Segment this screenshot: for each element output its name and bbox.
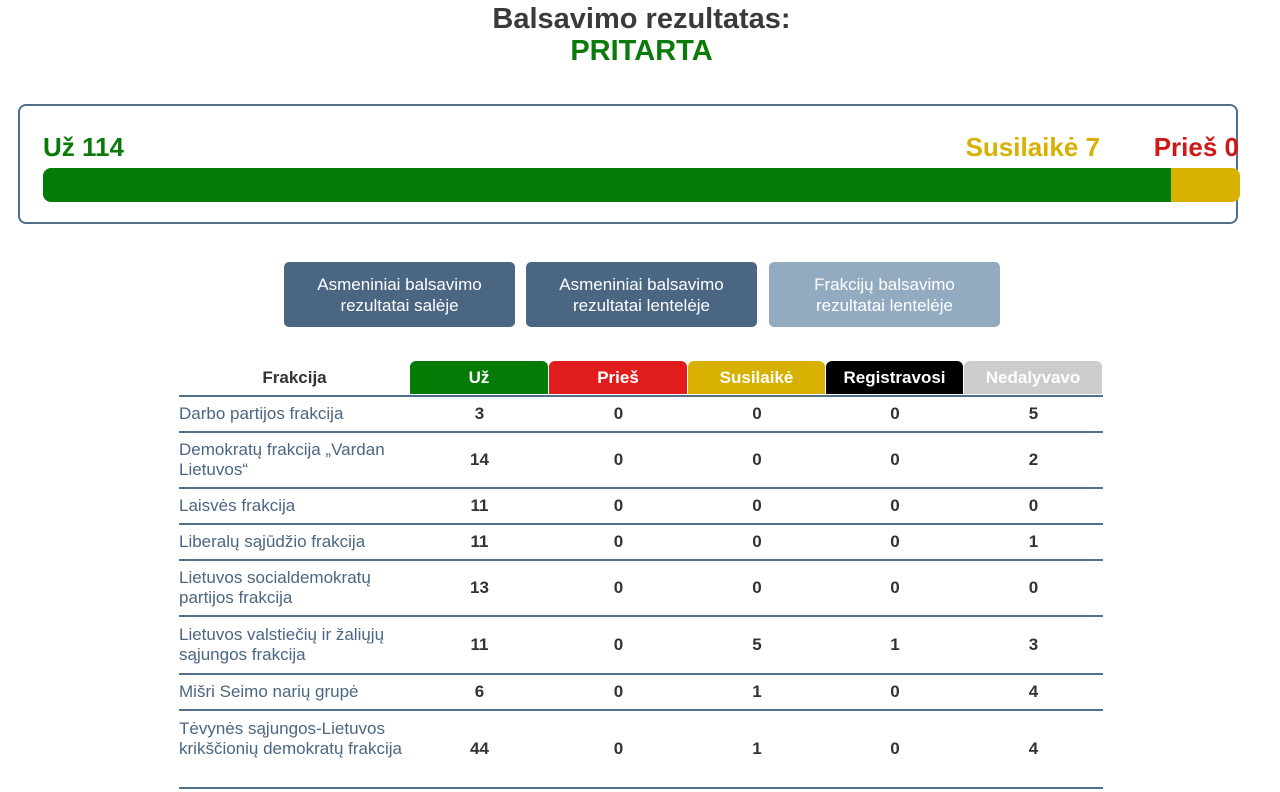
value-uz: 11 <box>470 496 489 515</box>
col-nedalyvavo-header: Nedalyvavo <box>964 361 1102 394</box>
abstain-bar-segment <box>1171 168 1240 202</box>
table-row <box>179 675 1103 711</box>
faction-name: Lietuvos valstiečių ir žaliųjų sąjungos frakcija <box>179 625 385 664</box>
value-nedalyvavo: 4 <box>1028 739 1039 758</box>
table-row <box>179 397 1103 433</box>
faction-name: Tėvynės sąjungos-Lietuvos krikščionių demokratų frakcija <box>179 719 402 758</box>
table-row <box>179 617 1103 675</box>
value-pries: 0 <box>613 578 624 597</box>
value-susilaike: 0 <box>752 578 762 597</box>
tab-faction-results-table[interactable]: Frakcijų balsavimo rezultatai lentelėje <box>769 262 1000 327</box>
value-pries: 0 <box>613 496 624 515</box>
value-registravosi: 0 <box>890 404 900 423</box>
faction-name: Lietuvos socialdemokratų partijos frakcija <box>179 568 371 607</box>
value-nedalyvavo: 1 <box>1028 532 1039 551</box>
value-pries: 0 <box>613 635 624 654</box>
value-pries: 0 <box>613 450 624 469</box>
faction-results-table <box>179 361 1103 789</box>
faction-name: Mišri Seimo narių grupė <box>179 682 359 701</box>
value-uz: 14 <box>470 450 489 469</box>
col-susilaike-header: Susilaikė <box>688 361 825 394</box>
value-nedalyvavo: 3 <box>1028 635 1039 654</box>
col-uz-header: Už <box>410 361 548 394</box>
value-uz: 6 <box>474 682 485 701</box>
faction-name: Liberalų sąjūdžio frakcija <box>179 532 366 551</box>
value-uz: 3 <box>474 404 485 423</box>
table-row <box>179 489 1103 525</box>
value-nedalyvavo: 4 <box>1028 682 1039 701</box>
value-uz: 13 <box>470 578 489 597</box>
against-count-label: Prieš 0 <box>1153 132 1239 162</box>
value-susilaike: 1 <box>752 739 762 758</box>
value-susilaike: 1 <box>752 682 762 701</box>
value-uz: 11 <box>470 635 489 654</box>
col-frakcija-header: Frakcija <box>179 361 410 394</box>
table-row <box>179 561 1103 617</box>
value-registravosi: 0 <box>890 496 900 515</box>
table-row <box>179 525 1103 561</box>
table-row <box>179 711 1103 789</box>
faction-name: Demokratų frakcija „Vardan Lietuvos“ <box>179 440 385 479</box>
value-registravosi: 1 <box>890 635 900 654</box>
value-pries: 0 <box>613 404 624 423</box>
value-registravosi: 0 <box>890 682 900 701</box>
page-title: Balsavimo rezultatas: <box>492 3 791 35</box>
for-bar-segment <box>43 168 1171 202</box>
vote-outcome: PRITARTA <box>570 35 713 67</box>
value-registravosi: 0 <box>890 532 900 551</box>
value-nedalyvavo: 0 <box>1028 496 1039 515</box>
value-nedalyvavo: 0 <box>1028 578 1039 597</box>
value-susilaike: 0 <box>752 404 762 423</box>
faction-name: Darbo partijos frakcija <box>179 404 344 423</box>
value-pries: 0 <box>613 532 624 551</box>
value-uz: 44 <box>470 739 489 758</box>
value-nedalyvavo: 2 <box>1028 450 1039 469</box>
table-body <box>179 397 1103 789</box>
table-header <box>179 361 1103 397</box>
value-nedalyvavo: 5 <box>1028 404 1039 423</box>
for-count-label: Už 114 <box>43 132 124 162</box>
faction-name: Laisvės frakcija <box>179 496 296 515</box>
vote-summary-panel <box>18 104 1238 224</box>
abstain-count-label: Susilaikė 7 <box>965 132 1100 162</box>
value-susilaike: 0 <box>752 496 762 515</box>
vote-result-header <box>0 3 1280 67</box>
value-pries: 0 <box>613 682 624 701</box>
value-registravosi: 0 <box>890 450 900 469</box>
col-registravosi-header: Registravosi <box>826 361 963 394</box>
tab-personal-results-table[interactable]: Asmeniniai balsavimo rezultatai lentelėje <box>526 262 757 327</box>
value-registravosi: 0 <box>890 578 900 597</box>
value-registravosi: 0 <box>890 739 900 758</box>
vote-distribution-bar <box>43 168 1240 202</box>
value-susilaike: 5 <box>752 635 762 654</box>
value-susilaike: 0 <box>752 532 762 551</box>
value-pries: 0 <box>613 739 624 758</box>
table-row <box>179 433 1103 489</box>
value-uz: 11 <box>470 532 489 551</box>
value-susilaike: 0 <box>752 450 762 469</box>
col-pries-header: Prieš <box>549 361 687 394</box>
tab-personal-results-hall[interactable]: Asmeniniai balsavimo rezultatai salėje <box>284 262 515 327</box>
